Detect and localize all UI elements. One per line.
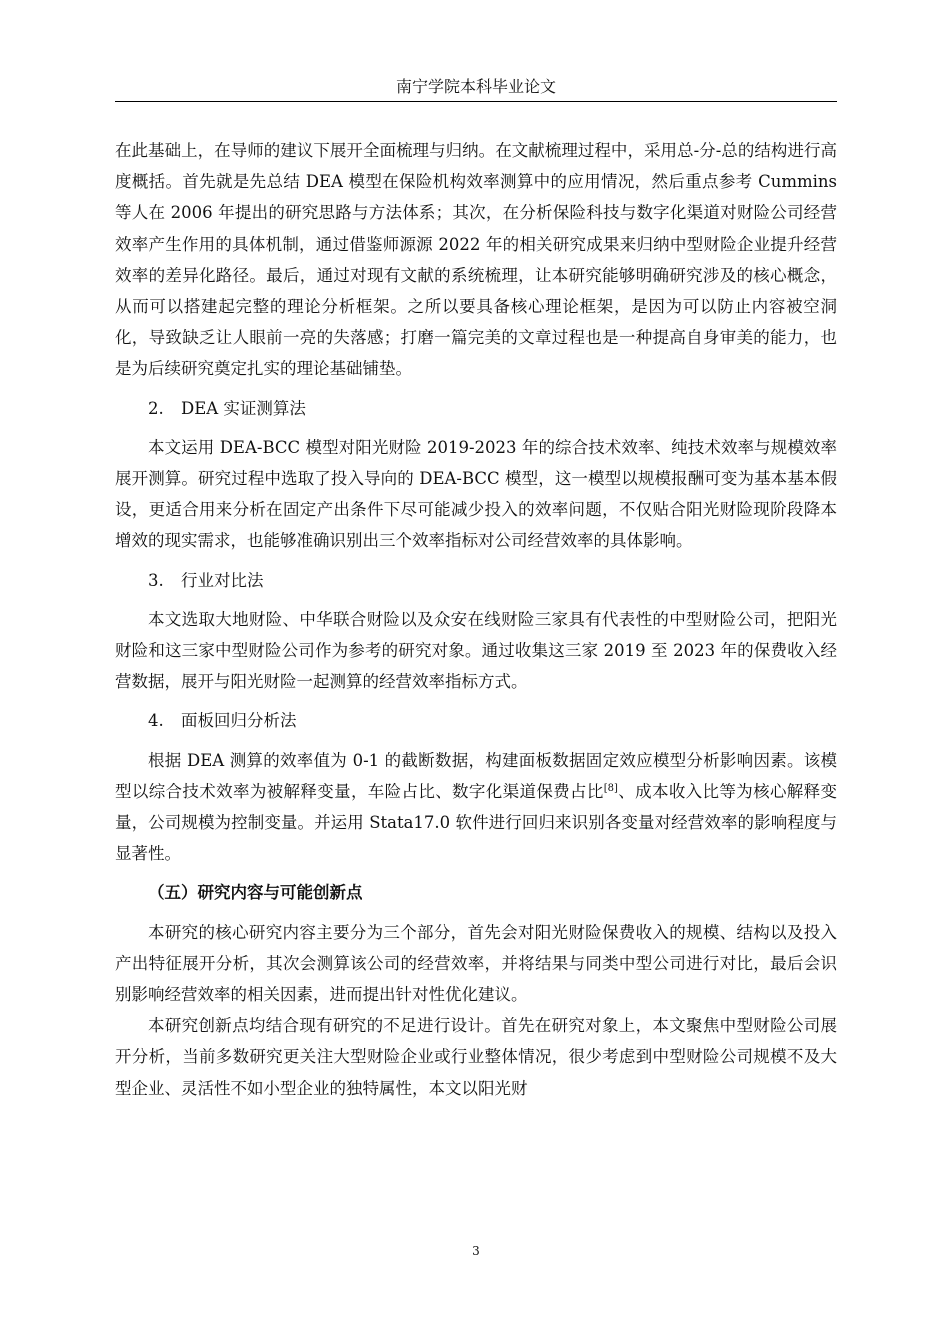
page-number: 3 (472, 1244, 480, 1258)
paragraph-research-content: 本研究的核心研究内容主要分为三个部分，首先会对阳光财险保费收入的规模、结构以及投入产出特征展开分析，其次会测算该公司的经营效率，并将结果与同类中型公司进行对比，最后会识别影响经营效率的相关因素，进而提出针对性优化建议。 (115, 922, 837, 1005)
citation-superscript: [8] (603, 782, 618, 794)
running-header: 南宁学院本科毕业论文 (395, 77, 556, 96)
method-heading-regression (115, 705, 837, 736)
method-number: 2. (148, 398, 164, 418)
paragraph-dea-method: 本文运用 DEA-BCC 模型对阳光财险 2019-2023 年的综合技术效率、纯技术效率与规模效率展开测算。研究过程中选取了投入导向的 DEA-BCC 模型，这一模型以规模报酬可变为基本基本假设，更适合用来分析在固定产出条件下尽可能减少投入的效率问题，不仅贴合阳光财险现阶段降本增效的现实需求，也能够准确识别出三个效率指标对公司经营效率的具体影响。 (115, 437, 837, 551)
paragraph-innovation: 本研究创新点均结合现有研究的不足进行设计。首先在研究对象上，本文聚焦中型财险公司展开分析，当前多数研究更关注大型财险企业或行业整体情况，很少考虑到中型财险公司规模不及大型企业、灵活性不如小型企业的独特属性，本文以阳光财 (115, 1016, 837, 1098)
paragraph-literature-review: 在此基础上，在导师的建议下展开全面梳理与归纳。在文献梳理过程中，采用总-分-总的结构进行高度概括。首先就是先总结 DEA 模型在保险机构效率测算中的应用情况，然后重点参考 Cummins 等人在 2006 年提出的研究思路与方法体系；其次，在分析保险科技与数字化渠道对财险公司经营效率产生作用的具体机制，通过借鉴师源源 2022 年的相关研究成果来归纳中型财险企业提升经营效率的差异化路径。最后，通过对现有文献的系统梳理，让本研究能够明确研究涉及的核心概念，从而可以搭建起完整的理论分析框架。之所以要具备核心理论框架，是因为可以防止内容被空洞化，导致缺乏让人眼前一亮的失落感；打磨一篇完美的文章过程也是一种提高自身审美的能力，也是为后续研究奠定扎实的理论基础铺垫。 (115, 141, 837, 379)
paragraph-comparison-method: 本文选取大地财险、中华联合财险以及众安在线财险三家具有代表性的中型财险公司，把阳光财险和这三家中型财险公司作为参考的研究对象。通过收集这三家 2019 至 2023 年的保费收入经营数据，展开与阳光财险一起测算的经营效率指标方式。 (115, 609, 837, 692)
method-number: 3. (148, 570, 164, 590)
method-heading-dea (115, 393, 837, 424)
header-rule (115, 101, 837, 102)
method-title: 行业对比法 (181, 570, 264, 590)
method-title: 面板回归分析法 (181, 711, 297, 731)
method-title: DEA 实证测算法 (181, 398, 306, 418)
method-heading-comparison (115, 565, 837, 596)
method-number: 4. (148, 711, 164, 731)
section-heading: （五）研究内容与可能创新点 (148, 883, 363, 903)
regression-text-part1: 根据 DEA 测算的效率值为 0-1 的截断数据，构建面板数据固定效应模型分析影响因素。该模型以综合技术效率为被解释变量，车险占比、数字化渠道保费占比 (115, 750, 837, 801)
body-text (115, 135, 837, 1104)
regression-text-part2: 、成本收入比等为核心解释变量，公司规模为控制变量。并运用 Stata17.0 软件进行回归来识别各变量对经营效率的影响程度与显著性。 (115, 781, 838, 864)
paragraph-regression-method (115, 745, 837, 870)
